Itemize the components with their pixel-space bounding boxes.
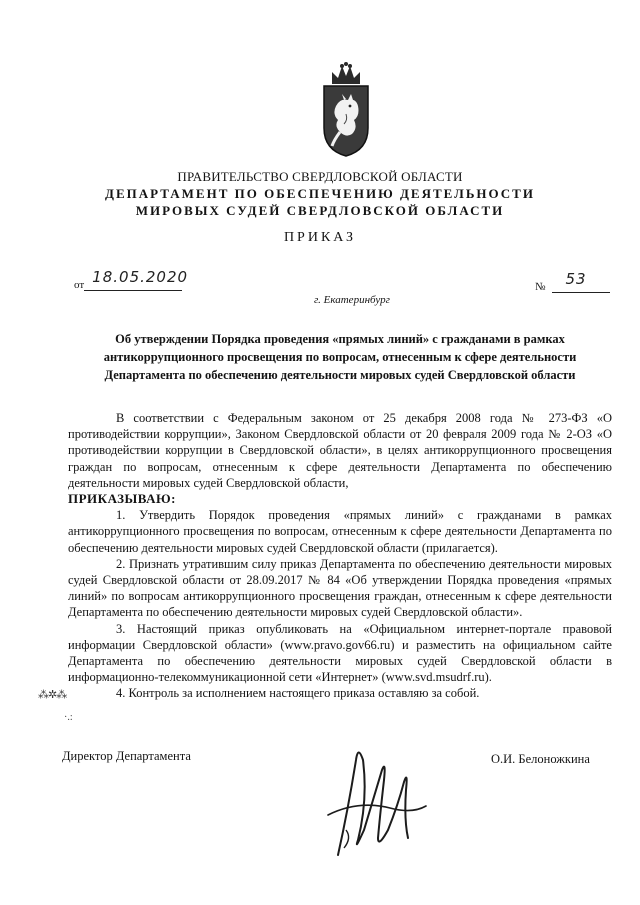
handwritten-date: 18.05.2020 <box>92 268 189 286</box>
order-number <box>535 270 610 293</box>
order-title <box>60 330 620 384</box>
order-word: ПРИКАЗЫВАЮ: <box>68 491 176 507</box>
order-item: 1. Утвердить Порядок проведения «прямых линий» с гражданами в рамках антикоррупционного просвещения по вопросам, отнесенным к сфере деятельности Департамента по обеспечению деятельности мировых судей Свердловской области (прилагается). <box>68 508 612 555</box>
order-item: 4. Контроль за исполнением настоящего приказа оставляю за собой. <box>116 686 480 701</box>
order-body <box>68 410 612 702</box>
scan-artifact-dot: ·.: <box>64 712 73 723</box>
title-line: Об утверждении Порядка проведения «прямых линий» с гражданами в рамках <box>115 332 565 346</box>
signatory-position: Директор Департамента <box>62 749 191 763</box>
department-name-line2: МИРОВЫХ СУДЕЙ СВЕРДЛОВСКОЙ ОБЛАСТИ <box>135 203 505 218</box>
order-item: 2. Признать утратившим силу приказ Департамента по обеспечению деятельности мировых судей Свердловской области от 28.09.2017 № 84 «Об утверждении Порядка проведения «прямых линий» по вопросам антикоррупционного просвещения граждан, отнесенным к сфере деятельности Департамента по обеспечению деятельности мировых судей Свердловской области». <box>68 556 612 620</box>
title-line: Департамента по обеспечению деятельности мировых судей Свердловской области <box>104 368 576 382</box>
handwritten-signature <box>308 720 448 870</box>
date-prefix: от <box>74 279 85 291</box>
department-name-line1: ДЕПАРТАМЕНТ ПО ОБЕСПЕЧЕНИЮ ДЕЯТЕЛЬНОСТИ <box>105 186 535 201</box>
order-item: 3. Настоящий приказ опубликовать на «Официальном интернет-портале правовой информации Свердловской области» (www.pravo.gov66.ru) и разместить на официальном сайте Департамента по обеспечению деятельности мировых судей Свердловской области в информационно-телекоммуникационной сети «Интернет» (www.svd.msudrf.ru). <box>68 621 612 685</box>
government-name: ПРАВИТЕЛЬСТВО СВЕРДЛОВСКОЙ ОБЛАСТИ <box>177 169 463 184</box>
number-line <box>552 270 610 293</box>
signatory-name: О.И. Белоножкина <box>491 752 590 766</box>
document-type: ПРИКАЗ <box>283 230 357 245</box>
date-line <box>84 268 189 291</box>
scan-artifact-mark: ⁂✲⁂ <box>38 688 67 701</box>
city: г. Екатеринбург <box>314 294 390 306</box>
preamble-paragraph: В соответствии с Федеральным законом от 25 декабря 2008 года № 273-ФЗ «О противодействии коррупции», Законом Свердловской области от 20 февраля 2009 года № 2-ОЗ «О противодействии коррупции в Свердловской области», в целях антикоррупционного просвещения граждан по вопросам, отнесенным к сфере деятельности Департамента по обеспечению деятельности мировых судей Свердловской области, <box>68 411 612 490</box>
order-date <box>74 268 189 291</box>
number-prefix: № <box>535 281 546 293</box>
handwritten-number: 53 <box>565 270 587 288</box>
title-line: антикоррупционного просвещения по вопросам, отнесенным к сфере деятельности <box>103 350 577 364</box>
coat-of-arms-emblem <box>318 62 374 158</box>
